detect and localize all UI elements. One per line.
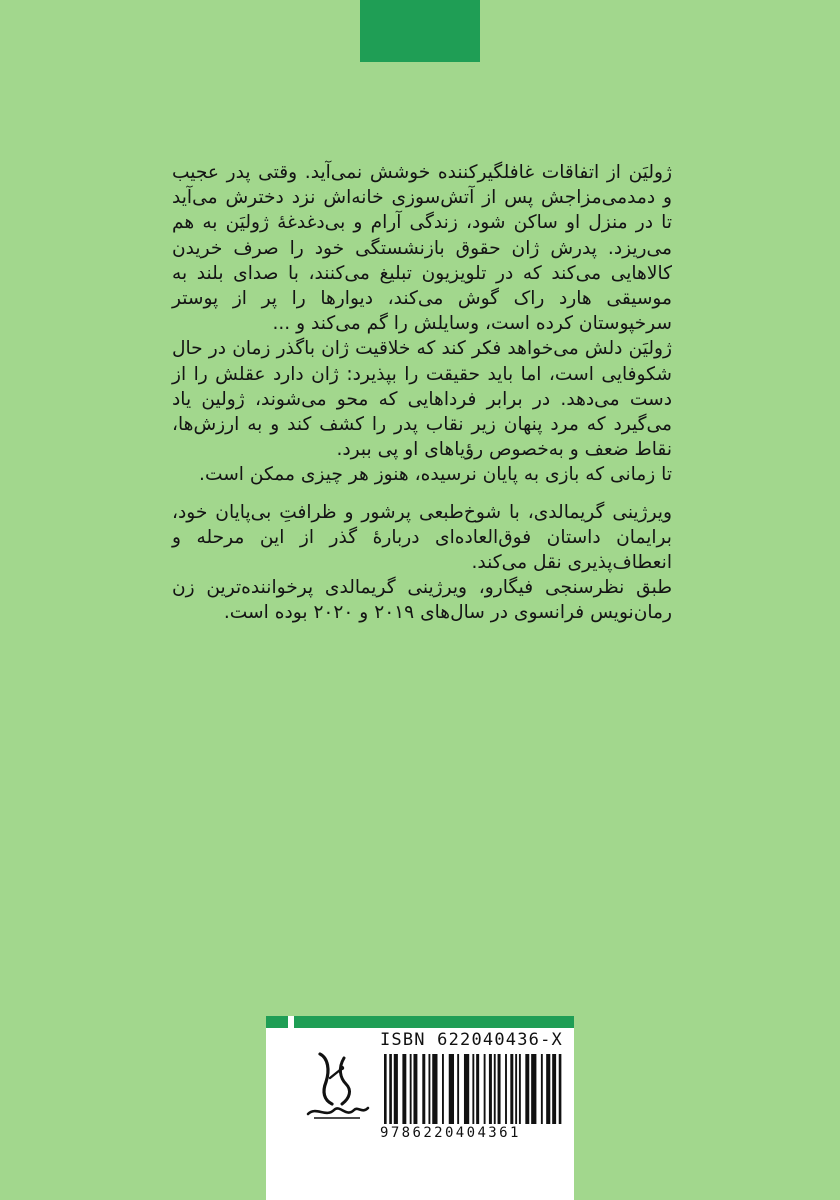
barcode-bar bbox=[498, 1054, 501, 1124]
barcode-bar bbox=[505, 1054, 507, 1124]
barcode-bar bbox=[457, 1054, 459, 1124]
barcode-bar bbox=[428, 1054, 430, 1124]
barcode-bar bbox=[531, 1054, 536, 1124]
barcode-bar bbox=[410, 1054, 412, 1124]
barcode-bar bbox=[552, 1054, 556, 1124]
barcode-bar bbox=[389, 1054, 392, 1124]
isbn-label: ISBN 622040436-X bbox=[380, 1030, 563, 1050]
barcode-bar bbox=[476, 1054, 479, 1124]
barcode-accent-stripe-right bbox=[294, 1016, 574, 1028]
barcode-bar bbox=[494, 1054, 496, 1124]
barcode-bar bbox=[489, 1054, 492, 1124]
blurb-paragraph-1: ژولیَن از اتفاقات غافلگیرکننده خوشش نمی‌آید. وقتی پدر عجیب و دمدمی‌مزاجش پس از آتش‌سوزی خانه‌اش نزد دخترش می‌آید تا در منزل او ساکن شود، زندگی آرام و بی‌دغدغهٔ ژولیَن به هم می‌ریزد. پدرش ژان حقوق بازنشستگی خود را صرف خریدن کالاهایی می‌کند که در تلویزیون تبلیغ می‌کنند، با صدای بلند به موسیقی هارد راک گوش می‌کند، دیوارها را پر از پوستر سرخپوستان کرده است، وسایلش را گم می‌کند و ... bbox=[172, 162, 672, 335]
barcode-bar bbox=[559, 1054, 562, 1124]
barcode-bar bbox=[422, 1054, 425, 1124]
barcode-bar bbox=[432, 1054, 437, 1124]
barcode-bar bbox=[510, 1054, 513, 1124]
barcode-bar bbox=[449, 1054, 454, 1124]
barcode-icon bbox=[384, 1054, 564, 1124]
barcode-bar bbox=[464, 1054, 469, 1124]
barcode-bar bbox=[515, 1054, 517, 1124]
barcode-bar bbox=[413, 1054, 417, 1124]
barcode-bar bbox=[472, 1054, 474, 1124]
barcode-bar bbox=[402, 1054, 406, 1124]
ean-digits: 9786220404361 bbox=[380, 1125, 521, 1141]
blurb-paragraph-3: تا زمانی که بازی به پایان نرسیده، هنوز هر چیزی ممکن است. bbox=[199, 464, 672, 486]
blurb-paragraph-5: طبق نظرسنجی فیگارو، ویرژینی گریمالدی پرخواننده‌ترین زن رمان‌نویس فرانسوی در سال‌های ۲۰۱۹ و ۲۰۲۰ بوده است. bbox=[172, 577, 672, 624]
barcode-bar bbox=[541, 1054, 543, 1124]
barcode-bar bbox=[384, 1054, 387, 1124]
publisher-logo-icon bbox=[300, 1048, 376, 1124]
barcode-bar bbox=[484, 1054, 486, 1124]
barcode-bar bbox=[394, 1054, 398, 1124]
barcode-bar bbox=[519, 1054, 521, 1124]
barcode-accent-stripe-left bbox=[266, 1016, 288, 1028]
barcode-bar bbox=[442, 1054, 444, 1124]
barcode-bar bbox=[546, 1054, 550, 1124]
back-cover-blurb bbox=[172, 160, 672, 626]
blurb-paragraph-4: ویرژینی گریمالدی، با شوخ‌طبعی پرشور و ظرافتِ بی‌پایان خود، برایمان داستان فوق‌العاده‌ای دربارهٔ گذر از این مرحله و انعطاف‌پذیری نقل می‌کند. bbox=[172, 501, 672, 574]
blurb-paragraph-2: ژولیَن دلش می‌خواهد فکر کند که خلاقیت ژان باگذر زمان در حال شکوفایی است، اما باید حقیقت را بپذیرد: ژان دارد عقلش را از دست می‌دهد. در برابر فرداهایی که محو می‌شوند، ژولین یاد می‌گیرد که مرد پنهان زیر نقاب پدر را کشف کند و به ارزش‌ها، نقاط ضعف و به‌خصوص رؤیاهای او پی ببرد. bbox=[172, 338, 672, 461]
top-accent-tab bbox=[360, 0, 480, 62]
barcode-bar bbox=[525, 1054, 529, 1124]
